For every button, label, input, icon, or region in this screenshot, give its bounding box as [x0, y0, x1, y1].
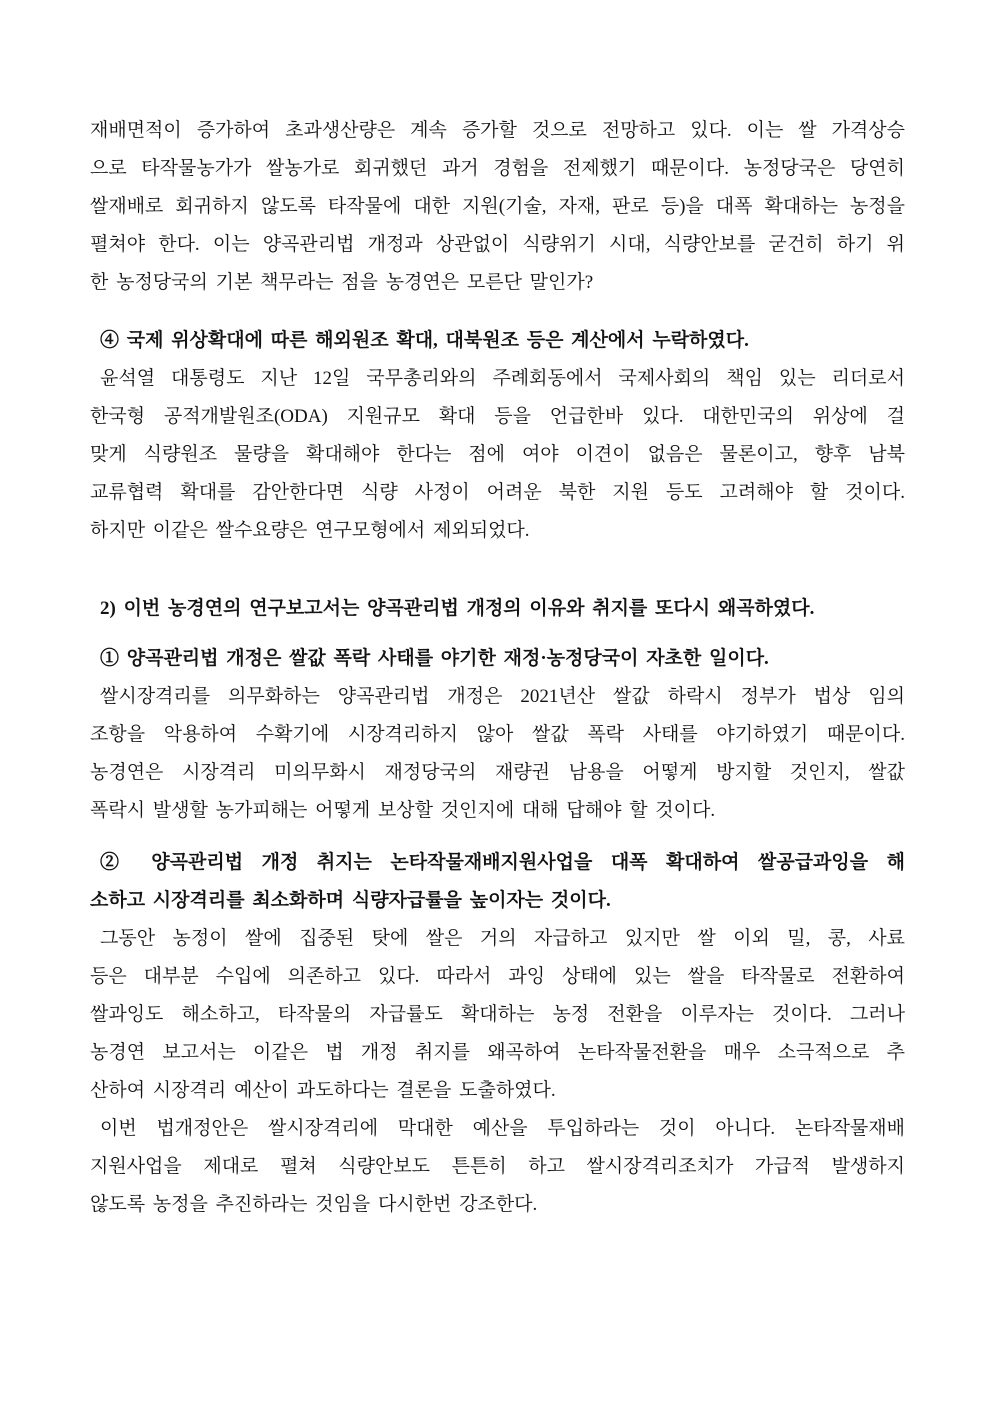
text-line: ② 양곡관리법 개정 취지는 논타작물재배지원사업을 대폭 확대하여 쌀공급과잉을 해 — [100, 852, 905, 873]
text-line: 쌀과잉도 해소하고, 타작물의 자급률도 확대하는 농정 전환을 이루자는 것이다. 그러나 — [90, 1004, 905, 1025]
text-line: 쌀시장격리를 의무화하는 양곡관리법 개정은 2021년산 쌀값 하락시 정부가 법상 임의 — [100, 686, 905, 707]
text-line: ① 양곡관리법 개정은 쌀값 폭락 사태를 야기한 재정·농정당국이 자초한 일이다. — [100, 648, 769, 669]
paragraph — [90, 112, 905, 302]
text-line: 농경연 보고서는 이같은 법 개정 취지를 왜곡하여 논타작물전환을 매우 소극적으로 추 — [90, 1042, 905, 1063]
paragraph — [90, 360, 905, 550]
paragraph — [90, 678, 905, 830]
text-line: 쌀재배로 회귀하지 않도록 타작물에 대한 지원(기술, 자재, 판로 등)을 대폭 확대하는 농정을 — [90, 196, 905, 217]
text-line: 지원사업을 제대로 펼쳐 식량안보도 튼튼히 하고 쌀시장격리조치가 가급적 발생하지 — [90, 1156, 905, 1177]
document-body — [90, 112, 905, 1224]
text-line: 폭락시 발생할 농가피해는 어떻게 보상할 것인지에 대해 답해야 할 것이다. — [90, 800, 716, 821]
text-line: 산하여 시장격리 예산이 과도하다는 결론을 도출하였다. — [90, 1080, 556, 1101]
text-line: ④ 국제 위상확대에 따른 해외원조 확대, 대북원조 등은 계산에서 누락하였다. — [100, 330, 749, 351]
text-line: 재배면적이 증가하여 초과생산량은 계속 증가할 것으로 전망하고 있다. 이는 쌀 가격상승 — [90, 120, 905, 141]
section-heading — [90, 322, 905, 360]
text-line: 그동안 농정이 쌀에 집중된 탓에 쌀은 거의 자급하고 있지만 쌀 이외 밀, 콩, 사료 — [100, 928, 905, 949]
text-line: 하지만 이같은 쌀수요량은 연구모형에서 제외되었다. — [90, 520, 530, 541]
text-line: 펼쳐야 한다. 이는 양곡관리법 개정과 상관없이 식량위기 시대, 식량안보를 굳건히 하기 위 — [90, 234, 905, 255]
text-line: 등은 대부분 수입에 의존하고 있다. 따라서 과잉 상태에 있는 쌀을 타작물로 전환하여 — [90, 966, 905, 987]
text-line: 않도록 농정을 추진하라는 것임을 다시한번 강조한다. — [90, 1194, 538, 1215]
paragraph — [90, 920, 905, 1110]
section-heading — [90, 640, 905, 678]
text-line: 맞게 식량원조 물량을 확대해야 한다는 점에 여야 이견이 없음은 물론이고, 향후 남북 — [90, 444, 905, 465]
text-line: 한국형 공적개발원조(ODA) 지원규모 확대 등을 언급한바 있다. 대한민국의 위상에 걸 — [90, 406, 905, 427]
text-line: 2) 이번 농경연의 연구보고서는 양곡관리법 개정의 이유와 취지를 또다시 왜곡하였다. — [100, 598, 815, 619]
section-heading — [90, 844, 905, 920]
text-line: 교류협력 확대를 감안한다면 식량 사정이 어려운 북한 지원 등도 고려해야 할 것이다. — [90, 482, 905, 503]
paragraph — [90, 1110, 905, 1224]
text-line: 한 농정당국의 기본 책무라는 점을 농경연은 모른단 말인가? — [90, 272, 594, 293]
text-line: 조항을 악용하여 수확기에 시장격리하지 않아 쌀값 폭락 사태를 야기하였기 때문이다. — [90, 724, 905, 745]
text-line: 이번 법개정안은 쌀시장격리에 막대한 예산을 투입하라는 것이 아니다. 논타작물재배 — [100, 1118, 905, 1139]
text-line: 으로 타작물농가가 쌀농가로 회귀했던 과거 경험을 전제했기 때문이다. 농정당국은 당연히 — [90, 158, 905, 179]
text-line: 소하고 시장격리를 최소화하며 식량자급률을 높이자는 것이다. — [90, 890, 611, 911]
section-heading — [90, 590, 905, 628]
text-line: 윤석열 대통령도 지난 12일 국무총리와의 주례회동에서 국제사회의 책임 있는 리더로서 — [100, 368, 905, 389]
text-line: 농경연은 시장격리 미의무화시 재정당국의 재량권 남용을 어떻게 방지할 것인지, 쌀값 — [90, 762, 905, 783]
